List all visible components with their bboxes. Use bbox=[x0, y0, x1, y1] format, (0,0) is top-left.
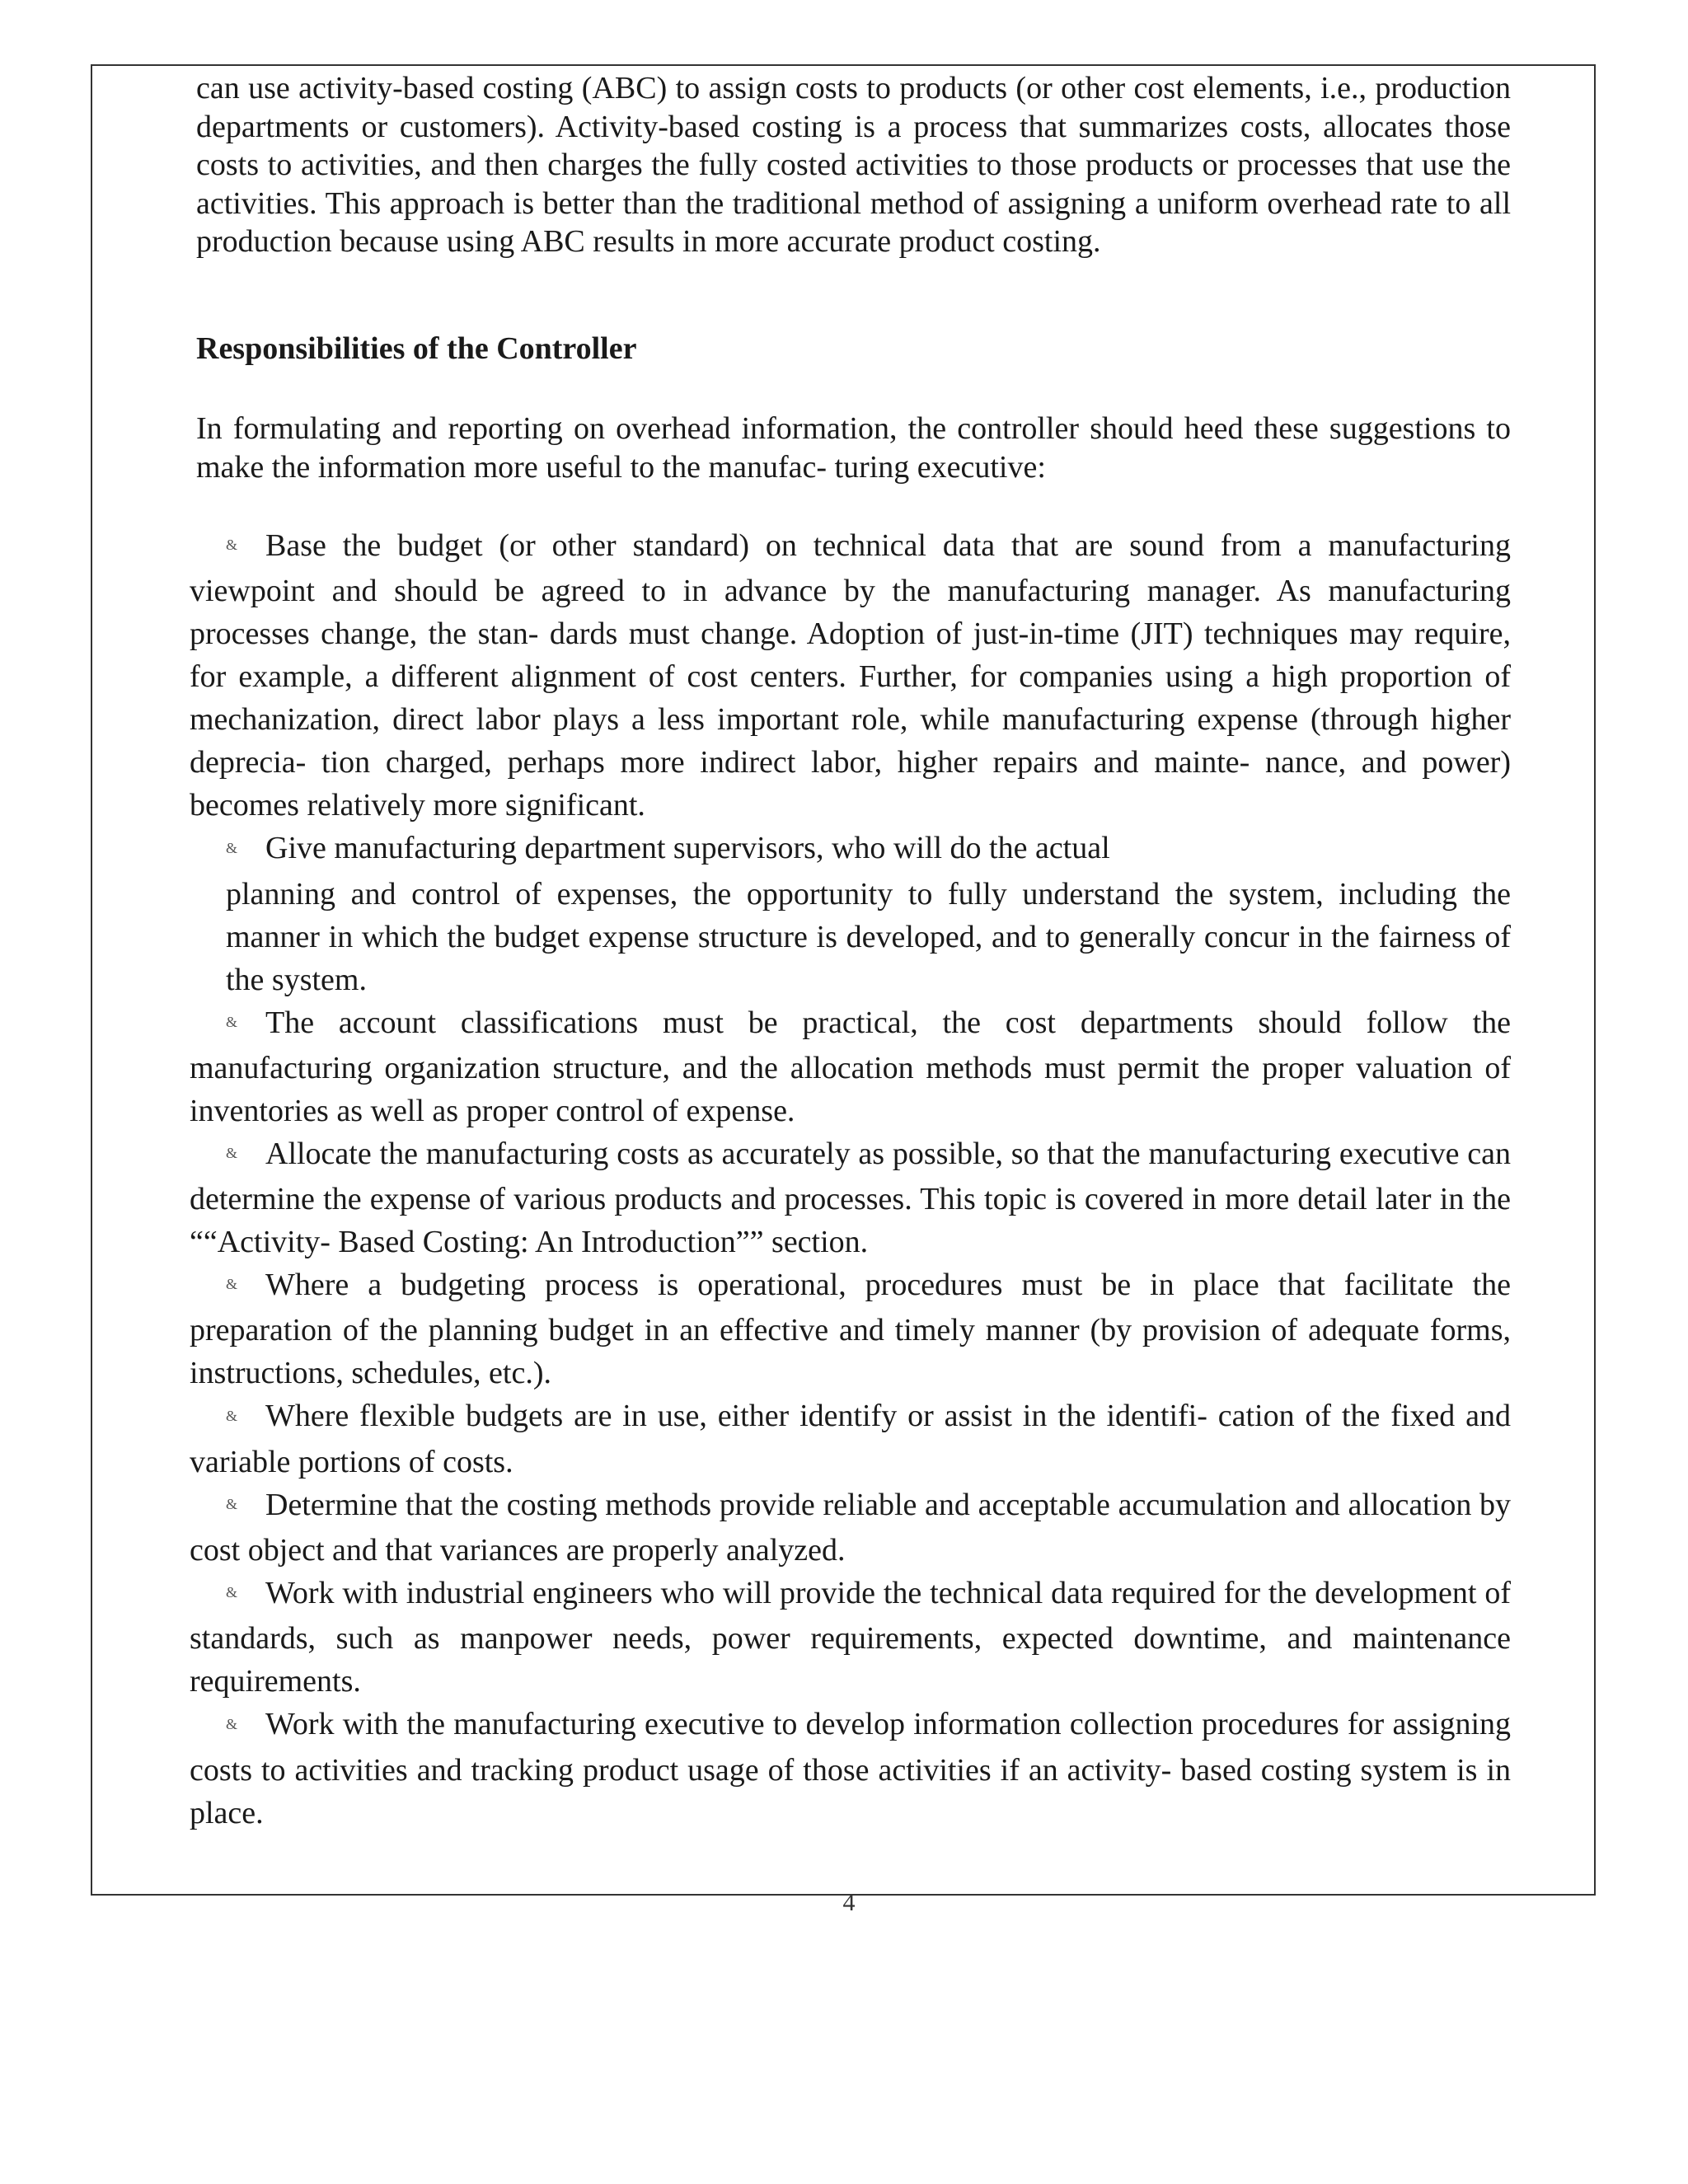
list-item-text: The account classifications must be practical, the cost departments should follow the manufacturing organization structure, and the allocation methods must permit the proper valuation of inventories as well as proper control of expense. bbox=[190, 1005, 1511, 1128]
list-item-text: Allocate the manufacturing costs as accurately as possible, so that the manufacturing executive can determine the expense of various products and processes. This topic is covered in more detail later in the ““Activity- Based Costing: An Introduction”” section. bbox=[190, 1136, 1511, 1260]
list-item bbox=[190, 524, 1511, 827]
section-heading: Responsibilities of the Controller bbox=[196, 331, 637, 366]
page-number: 4 bbox=[842, 1889, 856, 1916]
list-item-text: Where a budgeting process is operational, procedures must be in place that facilitate the preparation of the planning budget in an effective and timely manner (by provision of adequate forms, instructions, schedules, etc.). bbox=[190, 1268, 1511, 1391]
list-item-text: Work with the manufacturing executive to develop information collection procedures for assigning costs to activities and tracking product usage of those activities if an activity- based costing system is in place. bbox=[190, 1707, 1511, 1830]
list-item bbox=[190, 1483, 1511, 1572]
list-item bbox=[190, 827, 1511, 1001]
list-item bbox=[190, 1572, 1511, 1703]
bullet-icon: & bbox=[226, 1584, 238, 1601]
bullet-icon: & bbox=[226, 1407, 238, 1424]
bullet-icon: & bbox=[226, 1145, 238, 1162]
bullet-icon: & bbox=[226, 839, 238, 856]
lead-paragraph: In formulating and reporting on overhead information, the controller should heed these suggestions to make the information more useful to the manufac- turing executive: bbox=[196, 411, 1511, 485]
bullet-icon: & bbox=[226, 1276, 238, 1293]
list-item bbox=[190, 1263, 1511, 1394]
list-item bbox=[190, 1001, 1511, 1132]
list-item bbox=[190, 1703, 1511, 1834]
list-item-text: Work with industrial engineers who will provide the technical data required for the development of standards, such as manpower needs, power requirements, expected downtime, and maintenance requirements. bbox=[190, 1575, 1511, 1699]
responsibilities-list bbox=[190, 524, 1511, 1835]
list-item bbox=[190, 1394, 1511, 1483]
list-item-text: Give manufacturing department supervisors, who will do the actual bbox=[265, 831, 1110, 866]
bullet-icon: & bbox=[226, 537, 238, 554]
list-item-text: Where flexible budgets are in use, either identify or assist in the identifi- cation of the fixed and variable portions of costs. bbox=[190, 1399, 1511, 1479]
list-item-text: Determine that the costing methods provide reliable and acceptable accumulation and allocation by cost object and that variances are properly analyzed. bbox=[190, 1487, 1511, 1568]
intro-paragraph: can use activity-based costing (ABC) to assign costs to products (or other cost elements, i.e., production departments or customers). Activity-based costing is a process that summarizes costs, allocates those costs to activities, and then charges the fully costed activities to those products or processes that use the activities. This approach is better than the traditional method of assigning a uniform overhead rate to all production because using ABC results in more accurate product costing. bbox=[196, 71, 1511, 259]
list-item-continuation: planning and control of expenses, the opportunity to fully understand the system, including the manner in which the budget expense structure is developed, and to generally concur in the fairness of the system. bbox=[226, 876, 1511, 997]
bullet-icon: & bbox=[226, 1715, 238, 1732]
list-item-text: Base the budget (or other standard) on technical data that are sound from a manufacturing viewpoint and should be agreed to in advance by the manufacturing manager. As manufacturing processes change, the stan- dards must change. Adoption of just-in-time (JIT) techniques may require, for example, a different alignment of cost centers. Further, for companies using a high proportion of mechanization, direct labor plays a less important role, while manufacturing expense (through higher deprecia- tion charged, perhaps more indirect labor, higher repairs and mainte- nance, and power) becomes relatively more significant. bbox=[190, 528, 1511, 823]
list-item bbox=[190, 1132, 1511, 1263]
bullet-icon: & bbox=[226, 1013, 238, 1030]
bullet-icon: & bbox=[226, 1495, 238, 1512]
